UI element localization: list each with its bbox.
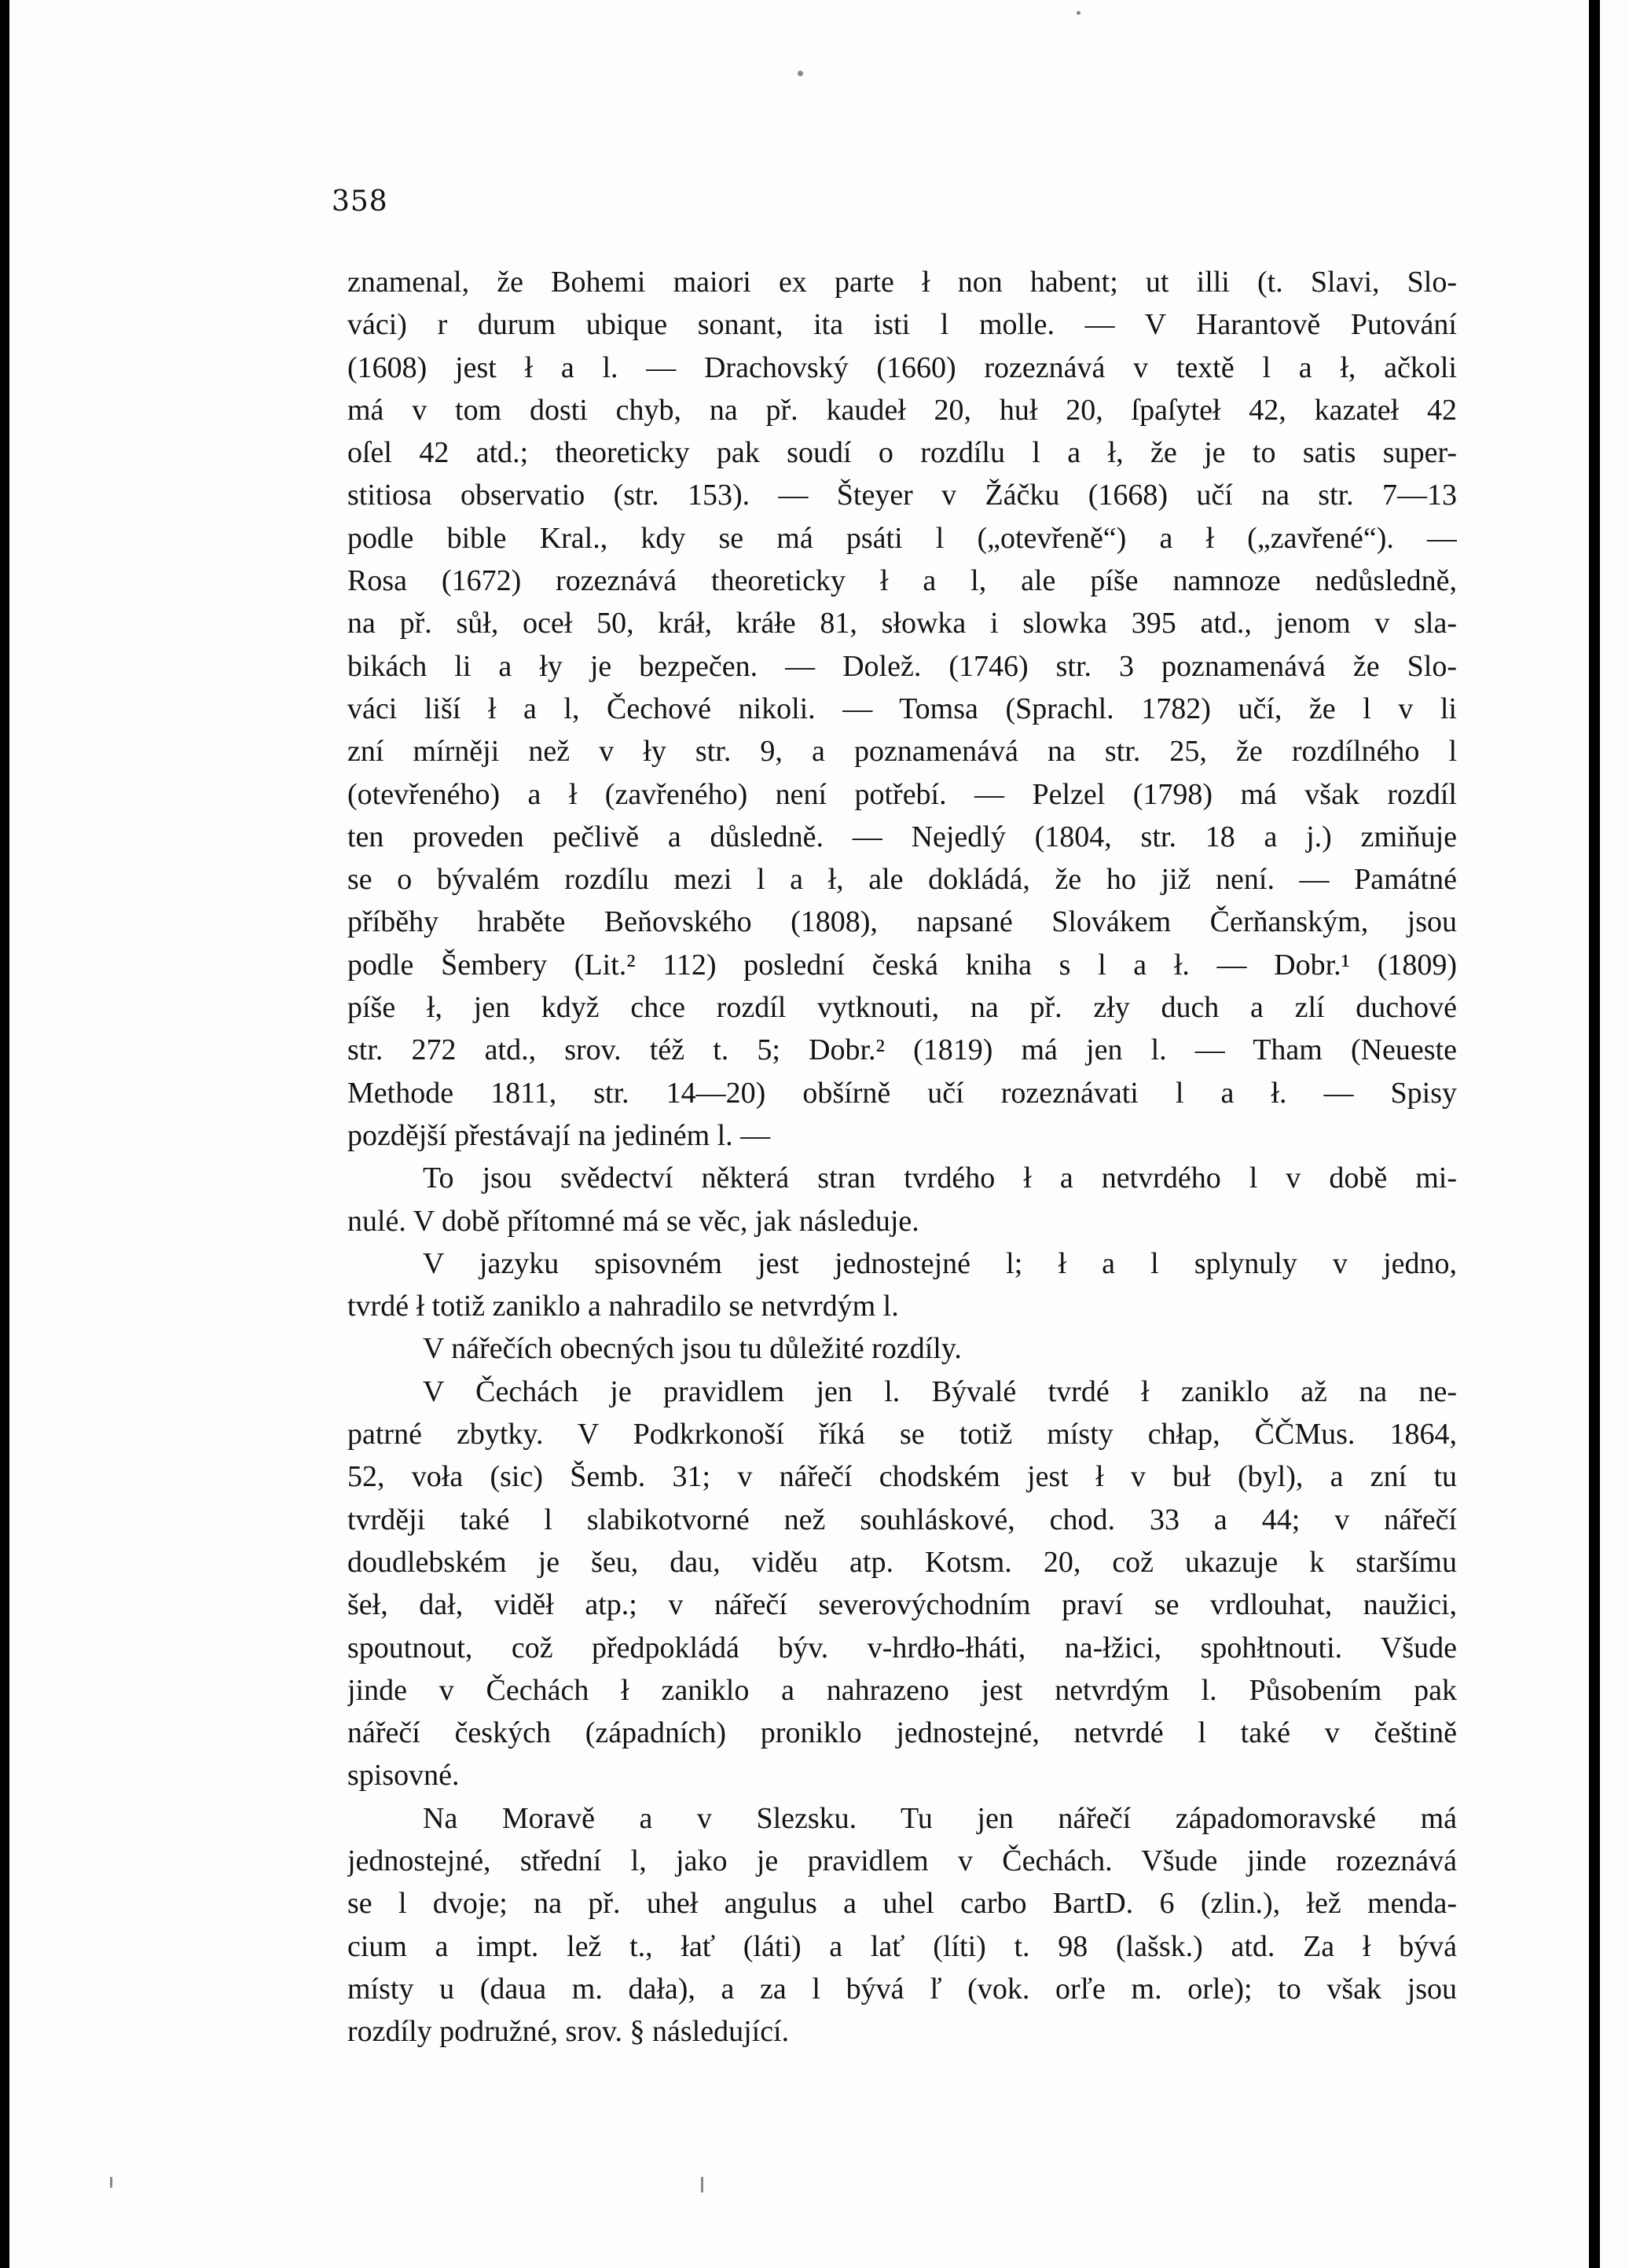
text-line: se o bývalém rozdílu mezi l a ł, ale dokládá, že ho již není. — Památné	[347, 863, 1457, 897]
text-line: patrné zbytky. V Podkrkonoší říká se totiž místy chłap, ČČMus. 1864,	[347, 1418, 1457, 1451]
text-line: stitiosa observatio (str. 153). — Šteyer v Žáčku (1668) učí na str. 7—13	[347, 479, 1457, 512]
text-line: tvrdé ł totiž zaniklo a nahradilo se netvrdým l.	[347, 1290, 899, 1323]
facing-page-edge	[1595, 0, 1629, 2268]
text-line: nulé. V době přítomné má se věc, jak následuje.	[347, 1204, 919, 1238]
text-line: píše ł, jen když chce rozdíl vytknouti, na př. zły duch a zlí duchové	[347, 991, 1457, 1025]
text-line: V nářečích obecných jsou tu důležité rozdíly.	[423, 1332, 962, 1366]
text-line: Na Moravě a v Slezsku. Tu jen nářečí západomoravské má	[423, 1801, 1457, 1835]
text-line: podle bible Kral., kdy se má psáti l („otevřeně“) a ł („zavřené“). —	[347, 521, 1457, 555]
text-line: Rosa (1672) rozeznává theoreticky ł a l, ale píše namnoze nedůsledně,	[347, 564, 1457, 598]
scan-speck	[798, 71, 803, 76]
text-line: To jsou svědectví některá stran tvrdého ł a netvrdého l v době mi-	[423, 1162, 1457, 1195]
text-line: bikách li a ły je bezpečen. — Dolež. (1746) str. 3 poznamenává že Slo-	[347, 649, 1457, 683]
text-line: šeł, dał, viděł atp.; v nářečí severovýchodním praví se vrdlouhat, naužici,	[347, 1588, 1457, 1622]
text-line: 52, voła (sic) Šemb. 31; v nářečí chodském jest ł v buł (byl), a zní tu	[347, 1460, 1457, 1494]
text-line: pozdější přestávají na jediném l. —	[347, 1118, 771, 1152]
book-page	[9, 0, 1589, 2268]
text-line: podle Šembery (Lit.² 112) poslední česká kniha s l a ł. — Dobr.¹ (1809)	[347, 948, 1457, 982]
text-line: Methode 1811, str. 14—20) obšírně učí rozeznávati l a ł. — Spisy	[347, 1076, 1457, 1110]
text-line: spoutnout, což předpokládá býv. v-hrdło-łháti, na-łžici, spohłtnouti. Všude	[347, 1631, 1457, 1664]
text-line: nářečí českých (západních) proniklo jednostejné, netvrdé l také v češtině	[347, 1716, 1457, 1750]
text-line: rozdíly podružné, srov. § následující.	[347, 2015, 790, 2049]
scan-speck	[1077, 11, 1080, 15]
scan-speck	[110, 2177, 112, 2188]
body-text	[347, 261, 1457, 2053]
text-line: V Čechách je pravidlem jen l. Bývalé tvrdé ł zaniklo až na ne-	[423, 1374, 1457, 1408]
text-line: doudlebském je šeu, dau, viděu atp. Kotsm. 20, což ukazuje k staršímu	[347, 1545, 1457, 1579]
text-line: má v tom dosti chyb, na př. kaudeł 20, huł 20, ſpaſyteł 42, kazateł 42	[347, 393, 1457, 427]
text-line: spisovné.	[347, 1759, 460, 1793]
text-line: (otevřeného) a ł (zavřeného) není potřebí. — Pelzel (1798) má však rozdíl	[347, 777, 1457, 811]
text-line: jinde v Čechách ł zaniklo a nahrazeno jest netvrdým l. Působením pak	[347, 1673, 1457, 1707]
text-line: příběhy hraběte Beňovského (1808), napsané Slovákem Čerňanským, jsou	[347, 905, 1457, 939]
text-line: zní mírněji než v ły str. 9, a poznamenává na str. 25, že rozdílného l	[347, 735, 1457, 769]
text-line: V jazyku spisovném jest jednostejné l; ł a l splynuly v jedno,	[423, 1246, 1457, 1280]
text-line: str. 272 atd., srov. též t. 5; Dobr.² (1819) má jen l. — Tham (Neueste	[347, 1033, 1457, 1067]
scan-speck	[701, 2177, 703, 2193]
text-line: váci liší ł a l, Čechové nikoli. — Tomsa (Sprachl. 1782) učí, že l v li	[347, 692, 1457, 725]
text-line: místy u (daua m. dała), a za l bývá ľ (vok. orľe m. orle); to však jsou	[347, 1972, 1457, 2006]
text-line: znamenal, že Bohemi maiori ex parte ł non habent; ut illi (t. Slavi, Slo-	[347, 266, 1457, 299]
text-line: cium a impt. lež t., łať (láti) a lať (líti) t. 98 (lašsk.) atd. Za ł bývá	[347, 1929, 1457, 1963]
page-number: 358	[332, 185, 388, 218]
text-line: na př. sůł, oceł 50, kráł, kráłe 81, słowka i slowka 395 atd., jenom v sla-	[347, 607, 1457, 640]
text-line: (1608) jest ł a l. — Drachovský (1660) rozeznává v textě l a ł, ačkoli	[347, 350, 1457, 384]
text-line: jednostejné, střední l, jako je pravidlem v Čechách. Všude jinde rozeznává	[347, 1844, 1457, 1877]
text-line: tvrději také l slabikotvorné než souhláskové, chod. 33 a 44; v nářečí	[347, 1503, 1457, 1536]
text-line: ten proveden pečlivě a důsledně. — Nejedlý (1804, str. 18 a j.) zmiňuje	[347, 820, 1457, 853]
text-line: oſel 42 atd.; theoreticky pak soudí o rozdílu l a ł, že je to satis super-	[347, 436, 1457, 470]
text-line: se l dvoje; na př. uheł angulus a uhel carbo BartD. 6 (zlin.), łež menda-	[347, 1887, 1457, 1921]
text-line: váci) r durum ubique sonant, ita isti l molle. — V Harantově Putování	[347, 308, 1457, 342]
